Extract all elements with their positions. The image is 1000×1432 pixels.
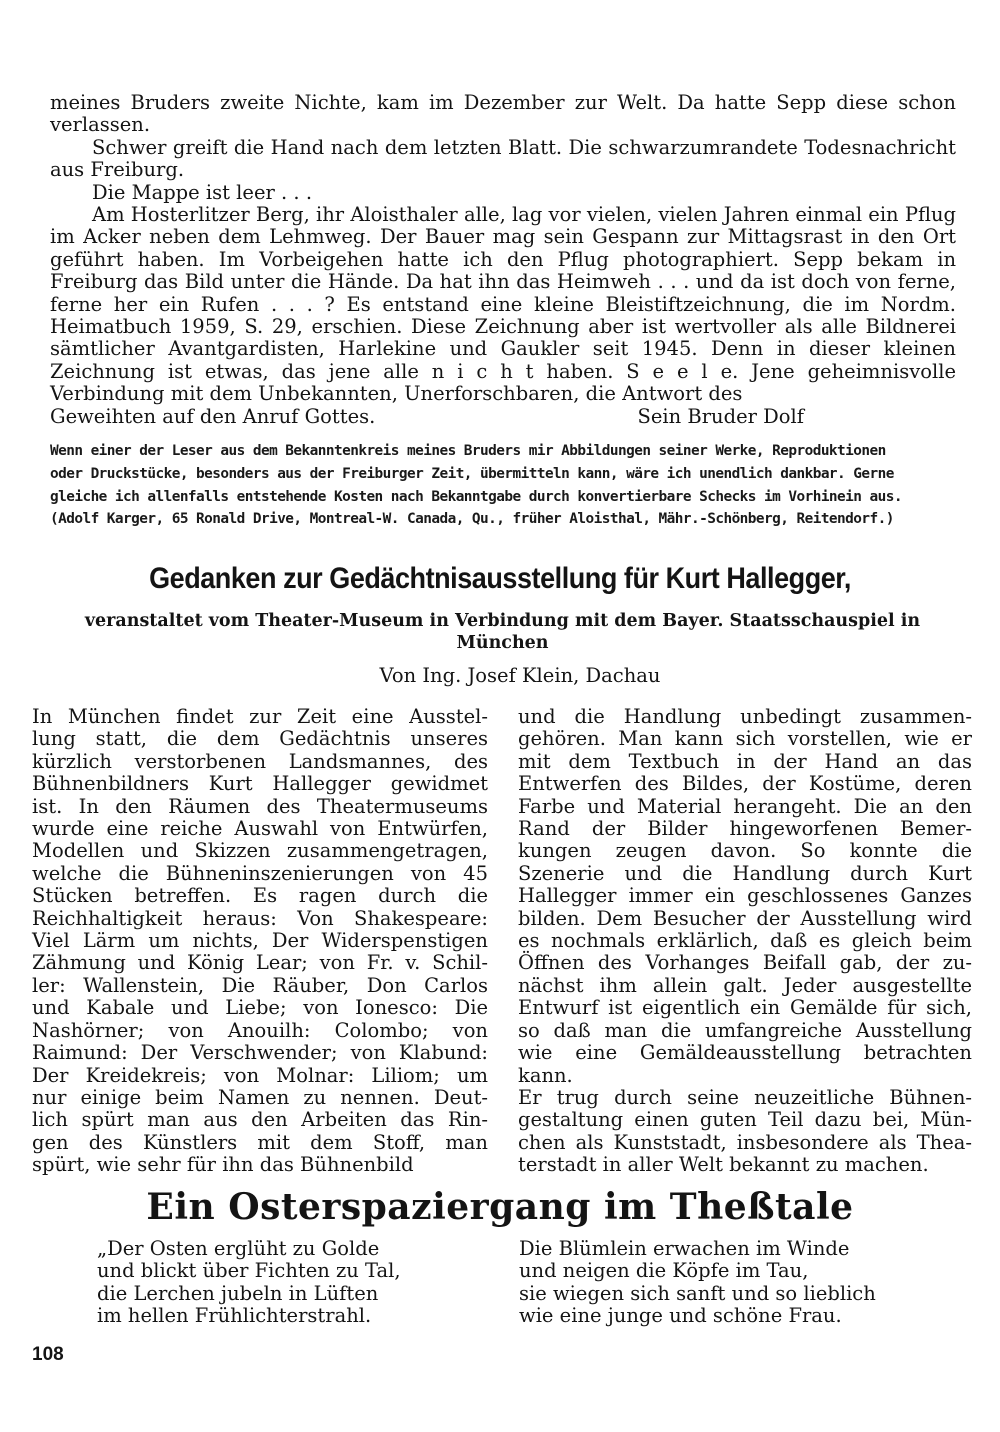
notice-line: (Adolf Karger, 65 Ronald Drive, Montreal-W. Canada, Qu., früher Aloisthal, Mähr.-Schönberg, Reitendorf.) — [50, 511, 894, 528]
column-line: gestaltung einen guten Teil dazu bei, Mün- — [518, 1108, 972, 1132]
poem-line: sie wiegen sich sanft und so lieblich — [519, 1281, 876, 1305]
column-line: und die Handlung unbedingt zusammen- — [518, 705, 972, 728]
article-right-column — [518, 706, 972, 1177]
poem-line: im hellen Frühlichterstrahl. — [97, 1304, 372, 1328]
paragraph: meines Bruders zweite Nichte, kam im Dezember zur Welt. Da hatte Sepp diese schon verlassen. — [50, 91, 956, 137]
column-line: nächst ihm allein galt. Jeder ausgestellte — [518, 973, 972, 997]
column-line: ler: Wallenstein, Die Räuber, Don Carlos — [32, 973, 488, 997]
paragraph-end: Geweihten auf den Anruf Gottes. — [50, 404, 376, 428]
byline-text: Von Ing. Josef Klein, Dachau — [379, 664, 661, 687]
signature: Sein Bruder Dolf — [637, 404, 804, 428]
notice-line: gleiche ich allenfalls entstehende Kosten nach Bekanntgabe durch konvertierbare Schecks im Vorhinein aus. — [50, 488, 902, 505]
poem-line: und neigen die Köpfe im Tau, — [519, 1259, 809, 1283]
column-line: gehören. Man kann sich vorstellen, wie er — [518, 727, 972, 751]
column-line: bilden. Dem Besucher der Ausstellung wird — [518, 906, 972, 930]
article-left-column — [32, 706, 488, 1177]
column-line: Nashörner; von Anouilh: Colombo; von — [32, 1018, 488, 1042]
column-line: Hallegger immer ein geschlossenes Ganzes — [518, 884, 972, 908]
poem-line: und blickt über Fichten zu Tal, — [97, 1259, 401, 1283]
column-line: kann. — [518, 1063, 573, 1087]
column-line: kürzlich verstorbenen Landsmannes, des — [32, 749, 488, 773]
notice-line: oder Druckstücke, besonders aus der Freiburger Zeit, übermitteln kann, wäre ich unendlich dankbar. Gerne — [50, 465, 894, 482]
reader-notice — [50, 440, 956, 531]
column-line: terstadt in aller Welt bekannt zu machen. — [518, 1153, 929, 1177]
article-headline: Gedanken zur Gedächtnisausstellung für Kurt Hallegger, — [149, 562, 851, 595]
poem-title: Ein Osterspaziergang im Theßtale — [146, 1186, 854, 1228]
notice-line: Wenn einer der Leser aus dem Bekanntenkreis meines Bruders mir Abbildungen seiner Werke, Reproduktionen — [50, 443, 886, 459]
column-line: Szenerie und die Handlung durch Kurt — [518, 861, 972, 885]
poem-line: Die Blümlein erwachen im Winde — [519, 1237, 850, 1260]
previous-article-ending — [50, 92, 956, 428]
column-line: es nochmals erklärlich, daß es gleich beim — [518, 929, 972, 953]
column-line: Farbe und Material herangeht. Die an den — [518, 794, 972, 818]
article-byline — [0, 664, 1000, 687]
column-line: und Kabale und Liebe; von Ionesco: Die — [32, 996, 488, 1020]
paragraph: Am Hosterlitzer Berg, ihr Aloisthaler alle, lag vor vielen, vielen Jahren einmal ein Pflug im Acker neben dem Lehmweg. Der Bauer mag sein Gespann zur Mittagsrast in den Ort geführt haben. Im Vorbeigehen hatte ich den Pflug photographiert. Sepp bekam in Freiburg das Bild unter die Hände. Da hat ihn das Heimweh . . . und da ist doch von ferne, ferne her ein Rufen . . . ? Es entstand eine kleine Bleistiftzeichnung, die im Nordm. Heimatbuch 1959, S. 29, erschien. Diese Zeichnung aber ist wertvoller als alle Bildnerei sämtlicher Avantgardisten, Harlekine und Gaukler seit 1945. Denn in dieser kleinen Zeichnung ist etwas, das jene alle n i c h t haben. S e e l e. Jene geheimnisvolle Verbindung mit dem Unbekannten, Unerforschbaren, die Antwort des — [50, 203, 956, 406]
poem-line: wie eine junge und schöne Frau. — [519, 1304, 842, 1328]
column-line: welche die Bühneninszenierungen von 45 — [32, 861, 488, 885]
column-line: In München findet zur Zeit eine Ausstel- — [32, 705, 488, 728]
column-line: Rand der Bilder hingeworfenen Bemer- — [518, 817, 972, 841]
column-line: Viel Lärm um nichts, Der Widerspenstigen — [32, 929, 488, 953]
column-line: Raimund: Der Verschwender; von Klabund: — [32, 1041, 488, 1065]
column-line: Stücken betreffen. Es ragen durch die — [32, 884, 488, 908]
column-line: ist. In den Räumen des Theatermuseums — [32, 794, 488, 818]
article-subheadline: veranstaltet vom Theater-Museum in Verbindung mit dem Bayer. Staatsschauspiel in München — [84, 611, 921, 653]
column-line: lich spürt man aus den Arbeiten das Rin- — [32, 1108, 488, 1132]
page-number: 108 — [32, 1344, 64, 1365]
column-line: Er trug durch seine neuzeitliche Bühnen- — [518, 1085, 972, 1109]
column-line: Modellen und Skizzen zusammengetragen, — [32, 839, 488, 863]
column-line: so daß man die umfangreiche Ausstellung — [518, 1018, 972, 1042]
poem-line: die Lerchen jubeln in Lüften — [97, 1281, 379, 1305]
column-line: nur einige beim Namen zu nennen. Deut- — [32, 1085, 488, 1109]
column-line: spürt, wie sehr für ihn das Bühnenbild — [32, 1153, 414, 1177]
column-line: Öffnen des Vorhanges Beifall gab, der zu- — [518, 951, 972, 975]
poem-line: „Der Osten erglüht zu Golde — [97, 1237, 380, 1260]
column-line: wie eine Gemäldeausstellung betrachten — [518, 1041, 972, 1065]
column-line: Der Kreidekreis; von Molnar: Liliom; um — [32, 1063, 488, 1087]
column-line: Entwurf ist eigentlich ein Gemälde für sich, — [518, 996, 972, 1020]
paragraph: Schwer greift die Hand nach dem letzten Blatt. Die schwarzumrandete Todesnachricht aus Freiburg. — [50, 135, 956, 182]
paragraph: Die Mappe ist leer . . . — [92, 180, 313, 204]
column-line: kungen zeugen davon. So konnte die — [518, 839, 972, 863]
column-line: Bühnenbildners Kurt Hallegger gewidmet — [32, 772, 488, 796]
column-line: gen des Künstlers mit dem Stoff, man — [32, 1130, 488, 1154]
column-line: Zähmung und König Lear; von Fr. v. Schil- — [32, 951, 488, 975]
poem-right-stanza — [519, 1238, 876, 1328]
column-line: lung statt, die dem Gedächtnis unseres — [32, 727, 488, 751]
column-line: Reichhaltigkeit heraus: Von Shakespeare: — [32, 906, 488, 930]
closing-line — [50, 406, 956, 428]
column-line: Entwerfen des Bildes, der Kostüme, deren — [518, 772, 972, 796]
column-line: mit dem Textbuch in der Hand an das — [518, 749, 972, 773]
column-line: wurde eine reiche Auswahl von Entwürfen, — [32, 817, 488, 841]
poem-left-stanza — [97, 1238, 401, 1328]
column-line: chen als Kunststadt, insbesondere als Thea- — [518, 1130, 972, 1154]
